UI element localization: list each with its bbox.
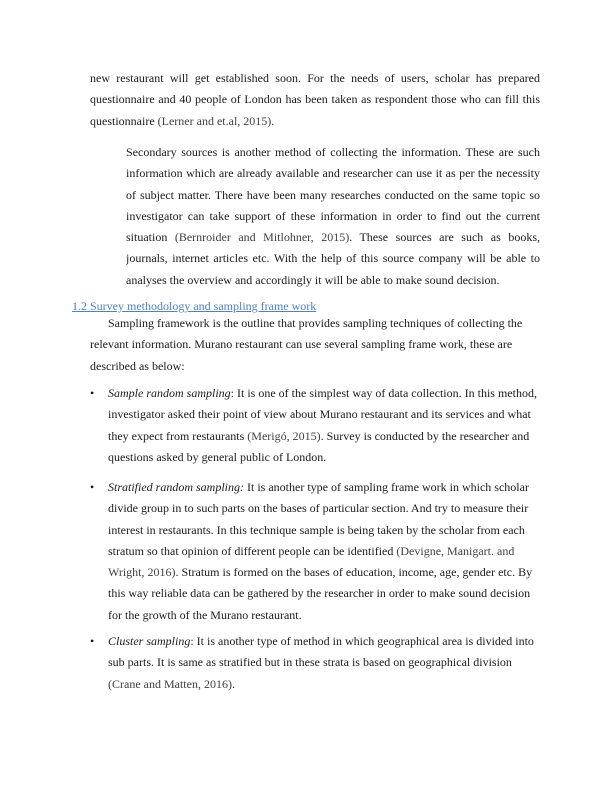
text-line: described as below: (90, 358, 185, 373)
text-line: stratum so that opinion of different people can be identified (Devigne, Manigart. and (108, 543, 515, 558)
paragraph-intro (90, 313, 540, 377)
text-line: questions asked by general public of London. (108, 449, 327, 464)
text-line: situation (Bernroider and Mitlohner, 2015). These sources are such as books, (126, 230, 540, 245)
text-line: of subject matter. There have been many researches conducted on the same topic so (126, 187, 540, 202)
text-line: sub parts. It is same as stratified but in these strata is based on geographical division (108, 655, 512, 670)
paragraph-secondary-sources (126, 142, 540, 291)
text-line: Cluster sampling: It is another type of method in which geographical area is divided into (108, 634, 534, 648)
text-line: Sampling framework is the outline that provides sampling techniques of collecting the (108, 316, 523, 330)
list-item-cluster-sampling (90, 631, 540, 701)
citation: (Bernroider and Mitlohner, 2015) (174, 230, 350, 245)
list-item-stratified-random-sampling (90, 477, 540, 627)
text-line: investigator asked their point of view about Murano restaurant and its services and what (108, 407, 531, 422)
text-line: investigator can take support of these information in order to find out the current (126, 208, 540, 223)
bullet-icon: • (90, 386, 95, 400)
text-line: this way reliable data can be gathered by the researcher in order to make sound decision (108, 586, 531, 601)
text-line: journals, internet articles etc. With the help of this source company will be able to (126, 251, 540, 266)
text-line: interest in restaurants. In this technique sample is being taken by the scholar from each (108, 522, 525, 537)
text-line: they expect from restaurants (Merigó, 2015). Survey is conducted by the researcher and (108, 428, 530, 443)
text-line: Wright, 2016). Stratum is formed on the bases of education, income, age, gender etc. By (108, 565, 533, 580)
citation: (Merigó, 2015) (247, 428, 321, 443)
section-heading-link[interactable]: 1.2 Survey methodology and sampling frame work (72, 299, 317, 313)
text-line: new restaurant will get established soon. For the needs of users, scholar has prepared (90, 71, 540, 85)
text-line: for the growth of the Murano restaurant. (108, 607, 302, 622)
citation: Wright, 2016) (108, 565, 176, 580)
citation: (Lerner and et.al, 2015) (157, 113, 272, 128)
text-line: questionnaire (Lerner and et.al, 2015). (90, 113, 275, 128)
citation: (Crane and Matten, 2016) (108, 676, 232, 691)
list-item-sample-random-sampling (90, 383, 540, 473)
text-line: information which are already available and researcher can use it as per the necessity (126, 166, 540, 181)
citation: (Devigne, Manigart. and (396, 543, 515, 558)
text-line: Sample random sampling: It is one of the simplest way of data collection. In this method, (108, 386, 537, 400)
bullet-icon: • (90, 634, 95, 648)
text-line: (Crane and Matten, 2016). (108, 676, 235, 691)
text-line: Stratified random sampling: It is another type of sampling frame work in which scholar (108, 480, 529, 494)
text-line: relevant information. Murano restaurant can use several sampling frame work, these are (90, 337, 513, 352)
bullet-icon: • (90, 480, 95, 494)
paragraph-continuation (90, 68, 540, 132)
text-line: divide group in to such parts on the bases of particular section. And try to measure their (108, 501, 529, 516)
text-line: analyses the overview and accordingly it will be able to make sound decision. (126, 272, 500, 287)
text-line: Secondary sources is another method of collecting the information. These are such (126, 145, 540, 159)
text-line: questionnaire and 40 people of London has been taken as respondent those who can fill this (90, 92, 540, 107)
term: Cluster sampling (108, 634, 191, 648)
term: Sample random sampling (108, 386, 231, 400)
term: Stratified random sampling: (108, 480, 245, 494)
